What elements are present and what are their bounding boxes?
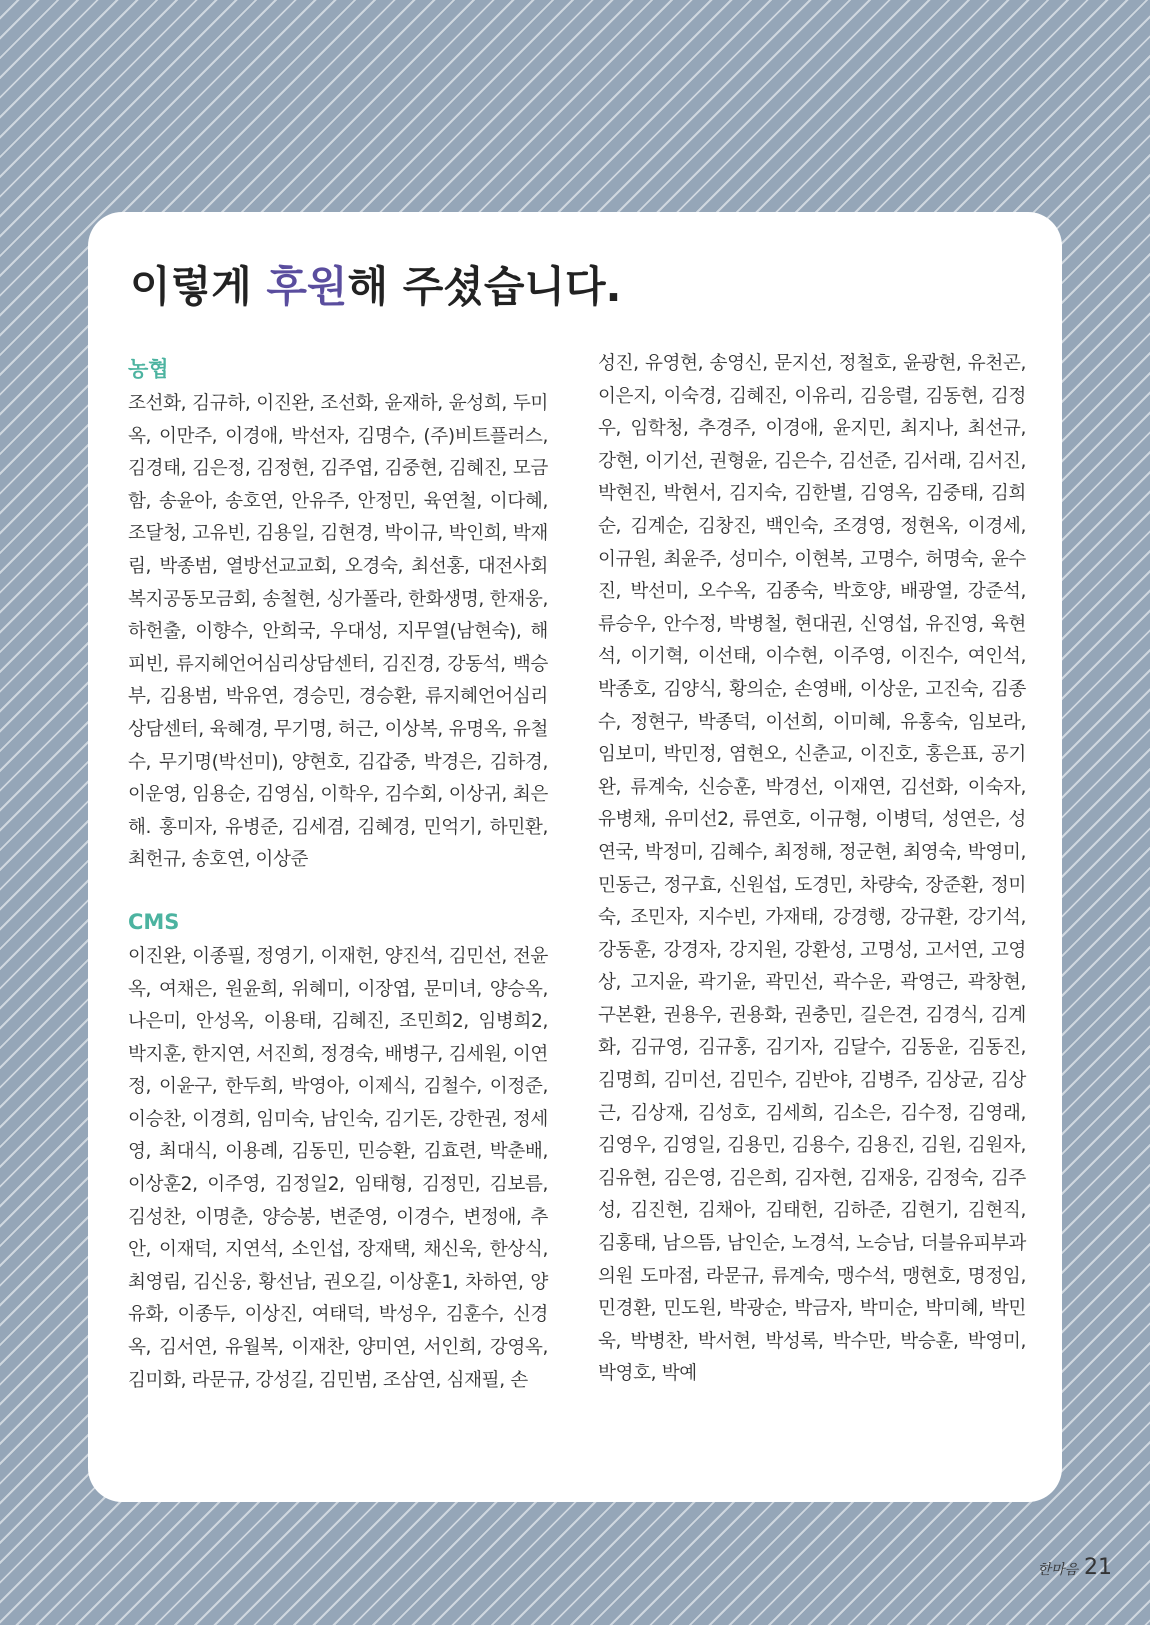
title-highlight: 후원 xyxy=(266,262,348,311)
page-title xyxy=(130,254,622,314)
right-column xyxy=(598,348,1026,1391)
title-part-1: 이렇게 xyxy=(130,262,267,311)
donor-list-nonghyup: 조선화, 김규하, 이진완, 조선화, 윤재하, 윤성희, 두미옥, 이만주, 이경애, 박선자, 김명수, (주)비트플러스, 김경태, 김은정, 김정현, 김주엽, 김중현, 김혜진, 모금함, 송윤아, 송호연, 안유주, 안정민, 육연철, 이다혜, 조달청, 고유빈, 김용일, 김현경, 박이규, 박인희, 박재림, 박종범, 열방선교교회, 오경숙, 최선홍, 대전사회복지공동모금회, 송철현, 싱가폴라, 한화생명, 한재웅, 하헌출, 이향수, 안희국, 우대성, 지무열(남현숙), 해피빈, 류지헤언어심리상담센터, 김진경, 강동석, 백승부, 김용범, 박유연, 경승민, 경승환, 류지혜언어심리상담센터, 육혜경, 무기명, 허근, 이상복, 유명옥, 유철수, 무기명(박선미), 양현호, 김갑중, 박경은, 김하경, 이운영, 임용순, 김영심, 이학우, 김수회, 이상귀, 최은해. 홍미자, 유병준, 김세겸, 김혜경, 민억기, 하민환, 최헌규, 송호연, 이상준 xyxy=(128,393,548,871)
title-part-2: 해 주셨습니다. xyxy=(347,262,622,311)
page-footer xyxy=(1037,1555,1112,1580)
section-heading-cms: CMS xyxy=(128,909,180,934)
page-number: 21 xyxy=(1084,1555,1112,1580)
donor-list-cms: 이진완, 이종필, 정영기, 이재헌, 양진석, 김민선, 전윤옥, 여채은, 원윤희, 위혜미, 이장엽, 문미녀, 양승옥, 나은미, 안성옥, 이용태, 김혜진, 조민희2, 임병희2, 박지훈, 한지연, 서진희, 정경숙, 배병구, 김세원, 이연정, 이윤구, 한두희, 박영아, 이제식, 김철수, 이정준, 이승찬, 이경희, 임미숙, 남인숙, 김기돈, 강한권, 정세영, 최대식, 이용례, 김동민, 민승환, 김효련, 박춘배, 이상훈2, 이주영, 김정일2, 임태형, 김정민, 김보름, 김성찬, 이명춘, 양승봉, 변준영, 이경수, 변정애, 추안, 이재덕, 지연석, 소인섭, 장재택, 채신욱, 한상식, 최영림, 김신웅, 황선남, 권오길, 이상훈1, 차하연, 양유화, 이종두, 이상진, 여태덕, 박성우, 김훈수, 신경옥, 김서연, 유월복, 이재찬, 양미연, 서인희, 강영옥, 김미화, 라문규, 강성길, 김민범, 조삼연, 심재필, 손 xyxy=(128,945,548,1391)
section-heading-nonghyup: 농협 xyxy=(128,357,169,381)
content-card xyxy=(88,212,1062,1502)
donor-list-continued: 성진, 유영현, 송영신, 문지선, 정철호, 윤광현, 유천곤, 이은지, 이숙경, 김혜진, 이유리, 김응렬, 김동현, 김정우, 임학청, 추경주, 이경애, 윤지민, 최지나, 최선규, 강현, 이기선, 권형윤, 김은수, 김선준, 김서래, 김서진, 박현진, 박현서, 김지숙, 김한별, 김영옥, 김중태, 김희순, 김계순, 김창진, 백인숙, 조경영, 정현옥, 이경세, 이규원, 최윤주, 성미수, 이현복, 고명수, 허명숙, 윤수진, 박선미, 오수옥, 김종숙, 박호양, 배광열, 강준석, 류승우, 안수정, 박병철, 현대권, 신영섭, 유진영, 육현석, 이기혁, 이선태, 이수현, 이주영, 이진수, 여인석, 박종호, 김양식, 황의순, 손영배, 이상운, 고진숙, 김종수, 정현구, 박종덕, 이선희, 이미혜, 유홍숙, 임보라, 임보미, 박민정, 염현오, 신춘교, 이진호, 홍은표, 공기완, 류계숙, 신승훈, 박경선, 이재연, 김선화, 이숙자, 유병채, 유미선2, 류연호, 이규형, 이병덕, 성연은, 성연국, 박정미, 김혜수, 최정해, 정군현, 최영숙, 박영미, 민동근, 정구효, 신원섭, 도경민, 차량숙, 장준환, 정미숙, 조민자, 지수빈, 가재태, 강경행, 강규환, 강기석, 강동훈, 강경자, 강지원, 강환성, 고명성, 고서연, 고영상, 고지윤, 곽기윤, 곽민선, 곽수운, 곽영근, 곽창현, 구본환, 권용우, 권용화, 권충민, 길은견, 김경식, 김계화, 김규영, 김규홍, 김기자, 김달수, 김동윤, 김동진, 김명희, 김미선, 김민수, 김반야, 김병주, 김상균, 김상근, 김상재, 김성호, 김세희, 김소은, 김수정, 김영래, 김영우, 김영일, 김용민, 김용수, 김용진, 김원, 김원자, 김유현, 김은영, 김은희, 김자현, 김재웅, 김정숙, 김주성, 김진현, 김채아, 김태헌, 김하준, 김현기, 김현직, 김홍태, 남으뜸, 남인순, 노경석, 노승남, 더블유피부과의원 도마점, 라문규, 류계숙, 맹수석, 맹현호, 명정임, 민경환, 민도원, 박광순, 박금자, 박미순, 박미혜, 박민욱, 박병찬, 박서현, 박성록, 박수만, 박승훈, 박영미, 박영호, 박예 xyxy=(598,353,1026,1385)
magazine-logo: 한마음 xyxy=(1037,1562,1078,1578)
left-column xyxy=(128,352,548,1397)
